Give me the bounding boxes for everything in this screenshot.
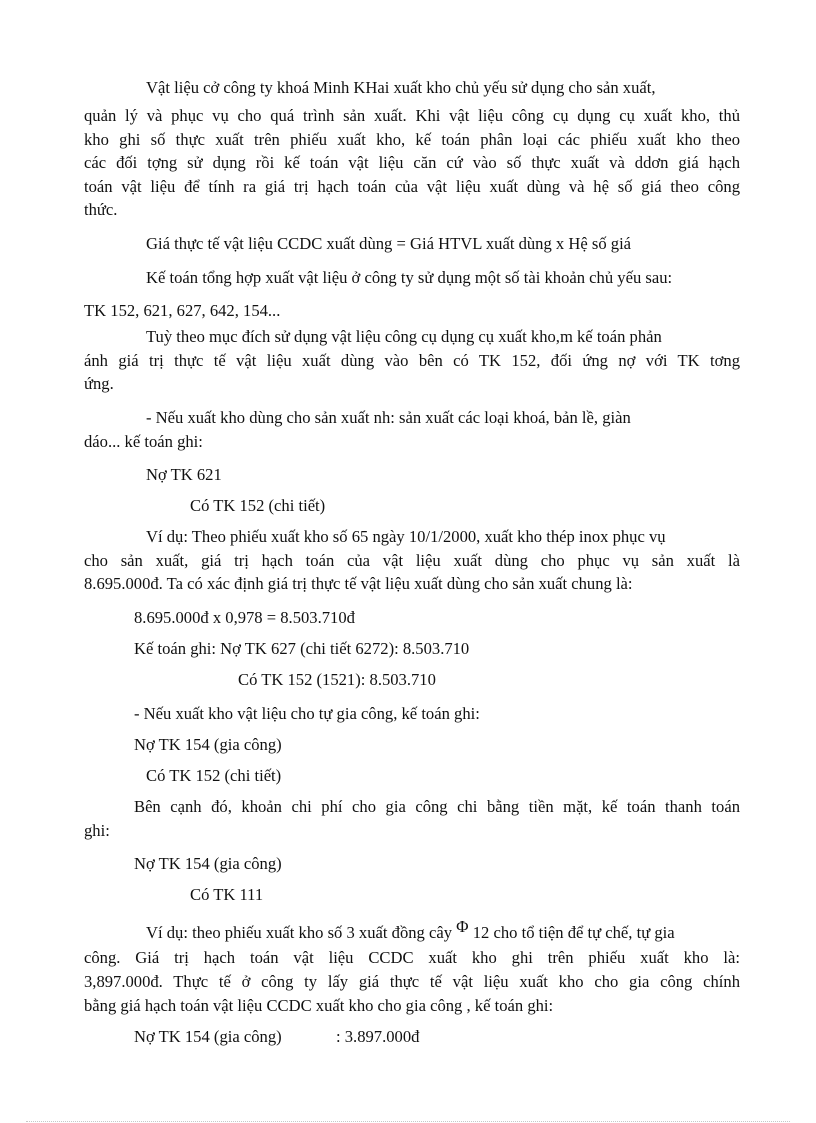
- paragraph-line: toán vật liệu để tính ra giá trị hạch toán của vật liệu xuất dùng và hệ số giá theo công: [84, 177, 740, 196]
- accounts-line: TK 152, 621, 627, 642, 154...: [84, 301, 281, 320]
- paragraph-line: cho sản xuất, giá trị hạch toán của vật liệu xuất dùng cho phục vụ sản xuất là: [84, 551, 740, 570]
- journal-debit: Nợ TK 154 (gia công): [134, 1027, 282, 1046]
- paragraph-line: công. Giá trị hạch toán vật liệu CCDC xuất kho ghi trên phiếu xuất kho là:: [84, 948, 740, 967]
- paragraph-line: [146, 917, 675, 943]
- paragraph-line: ghi:: [84, 821, 110, 840]
- paragraph-text: Ví dụ: theo phiếu xuất kho số 3 xuất đồng cây: [146, 923, 457, 942]
- journal-debit: Nợ TK 621: [146, 465, 222, 484]
- paragraph-line: bằng giá hạch toán vật liệu CCDC xuất kho cho gia công , kế toán ghi:: [84, 996, 554, 1015]
- paragraph-line: - Nếu xuất kho dùng cho sản xuất nh: sản xuất các loại khoá, bản lề, giàn: [146, 408, 631, 427]
- journal-amount: : 3.897.000đ: [336, 1027, 420, 1046]
- paragraph-line: ứng.: [84, 374, 114, 393]
- journal-debit: Nợ TK 154 (gia công): [134, 735, 282, 754]
- paragraph-line: quản lý và phục vụ cho quá trình sản xuất. Khi vật liệu công cụ dụng cụ xuất kho, thủ: [84, 106, 740, 125]
- paragraph-text: 12 cho tổ tiện để tự chế, tự gia: [468, 923, 675, 942]
- paragraph-line: các đối tợng sử dụng rồi kế toán vật liệu căn cứ vào số thực xuất và ddơn giá hạch: [84, 153, 740, 172]
- paragraph-line: Bên cạnh đó, khoản chi phí cho gia công chi bằng tiền mặt, kế toán thanh toán: [134, 797, 740, 816]
- paragraph-line: - Nếu xuất kho vật liệu cho tự gia công, kế toán ghi:: [134, 704, 480, 723]
- phi-symbol: Φ: [456, 917, 469, 936]
- paragraph-line: thức.: [84, 200, 118, 219]
- page-bottom-rule: [26, 1121, 790, 1122]
- formula-line: Giá thực tế vật liệu CCDC xuất dùng = Giá HTVL xuất dùng x Hệ số giá: [146, 234, 632, 253]
- journal-credit: Có TK 152 (chi tiết): [146, 766, 282, 785]
- paragraph-line: ánh giá trị thực tế vật liệu xuất dùng vào bên có TK 152, đối ứng nợ với TK tơng: [84, 351, 740, 370]
- paragraph-line: Vật liệu cở công ty khoá Minh KHai xuất kho chủ yếu sử dụng cho sản xuất,: [146, 78, 656, 97]
- paragraph-line: kho ghi số thực xuất trên phiếu xuất kho, kế toán phân loại các phiếu xuất kho theo: [84, 130, 740, 149]
- paragraph-line: Ví dụ: Theo phiếu xuất kho số 65 ngày 10/1/2000, xuất kho thép inox phục vụ: [146, 527, 666, 546]
- journal-debit: Kế toán ghi: Nợ TK 627 (chi tiết 6272): 8.503.710: [134, 639, 470, 658]
- journal-credit: Có TK 152 (1521): 8.503.710: [238, 670, 436, 689]
- journal-credit: Có TK 111: [190, 885, 264, 904]
- paragraph-line: 3,897.000đ. Thực tế ở công ty lấy giá thực tế vật liệu xuất kho cho gia công chính: [84, 972, 740, 991]
- calculation-line: 8.695.000đ x 0,978 = 8.503.710đ: [134, 608, 355, 627]
- journal-debit: Nợ TK 154 (gia công): [134, 854, 282, 873]
- paragraph-line: Kế toán tổng hợp xuất vật liệu ở công ty sử dụng một số tài khoản chủ yếu sau:: [146, 268, 673, 287]
- paragraph-line: 8.695.000đ. Ta có xác định giá trị thực tế vật liệu xuất dùng cho sản xuất chung là:: [84, 574, 633, 593]
- journal-credit: Có TK 152 (chi tiết): [190, 496, 326, 515]
- paragraph-line: Tuỳ theo mục đích sử dụng vật liệu công cụ dụng cụ xuất kho,m kế toán phản: [146, 327, 662, 346]
- paragraph-line: dáo... kế toán ghi:: [84, 432, 203, 451]
